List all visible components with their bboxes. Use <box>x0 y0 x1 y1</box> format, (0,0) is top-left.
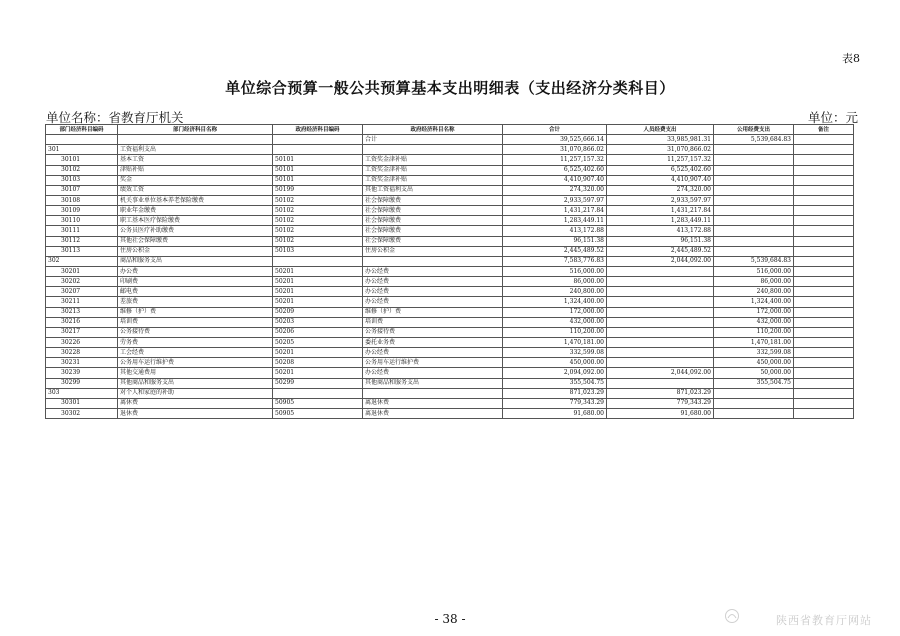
cell-remark <box>794 358 854 368</box>
cell-public: 5,539,684.83 <box>714 256 794 266</box>
cell-remark <box>794 388 854 398</box>
cell-gov-code <box>273 256 363 266</box>
cell-gov-code: 50203 <box>273 317 363 327</box>
cell-gov-name: 办公经费 <box>363 297 503 307</box>
cell-public <box>714 398 794 408</box>
cell-dept-name: 奖金 <box>118 175 273 185</box>
cell-personnel <box>607 297 714 307</box>
cell-total: 39,525,666.14 <box>503 135 607 145</box>
cell-remark <box>794 378 854 388</box>
cell-remark <box>794 175 854 185</box>
cell-dept-name: 职业年金缴费 <box>118 206 273 216</box>
cell-gov-code: 50101 <box>273 175 363 185</box>
table-row <box>46 408 854 418</box>
cell-public: 240,800.00 <box>714 287 794 297</box>
cell-remark <box>794 408 854 418</box>
cell-personnel: 871,023.29 <box>607 388 714 398</box>
cell-dept-name: 邮电费 <box>118 287 273 297</box>
cell-personnel: 31,070,866.02 <box>607 145 714 155</box>
cell-dept-name <box>118 135 273 145</box>
cell-dept-code: 30217 <box>46 327 118 337</box>
cell-gov-name: 办公经费 <box>363 277 503 287</box>
cell-dept-code: 30102 <box>46 165 118 175</box>
cell-public: 432,000.00 <box>714 317 794 327</box>
cell-total: 7,583,776.83 <box>503 256 607 266</box>
cell-gov-name: 维修（护）费 <box>363 307 503 317</box>
cell-total: 6,525,402.60 <box>503 165 607 175</box>
cell-gov-name: 工资奖金津补贴 <box>363 155 503 165</box>
cell-total: 355,504.75 <box>503 378 607 388</box>
table-row <box>46 388 854 398</box>
cell-personnel: 91,680.00 <box>607 408 714 418</box>
cell-total: 450,000.00 <box>503 358 607 368</box>
cell-dept-code: 30211 <box>46 297 118 307</box>
cell-gov-name: 办公经费 <box>363 287 503 297</box>
cell-public: 110,200.00 <box>714 327 794 337</box>
cell-personnel: 779,343.29 <box>607 398 714 408</box>
cell-total: 96,151.38 <box>503 236 607 246</box>
table-row <box>46 317 854 327</box>
cell-gov-code <box>273 145 363 155</box>
table-row <box>46 226 854 236</box>
cell-personnel <box>607 378 714 388</box>
cell-personnel <box>607 327 714 337</box>
cell-gov-name: 社会保障缴费 <box>363 216 503 226</box>
cell-remark <box>794 307 854 317</box>
col-personnel-header: 人员经费支出 <box>607 125 714 135</box>
cell-dept-code: 30110 <box>46 216 118 226</box>
cell-dept-code: 30202 <box>46 277 118 287</box>
cell-dept-code: 30207 <box>46 287 118 297</box>
cell-gov-name: 公务用车运行维护费 <box>363 358 503 368</box>
cell-personnel: 1,283,449.11 <box>607 216 714 226</box>
table-row <box>46 378 854 388</box>
cell-dept-code: 30302 <box>46 408 118 418</box>
cell-gov-name: 其他商品和服务支出 <box>363 378 503 388</box>
cell-total: 31,070,866.02 <box>503 145 607 155</box>
cell-gov-code: 50299 <box>273 378 363 388</box>
cell-public <box>714 155 794 165</box>
cell-public <box>714 165 794 175</box>
cell-total: 2,094,092.00 <box>503 368 607 378</box>
cell-personnel: 96,151.38 <box>607 236 714 246</box>
cell-total: 4,410,907.40 <box>503 175 607 185</box>
col-remark-header: 备注 <box>794 125 854 135</box>
table-row <box>46 165 854 175</box>
expenditure-table <box>45 124 854 419</box>
cell-total: 274,320.00 <box>503 185 607 195</box>
table-header-row <box>46 125 854 135</box>
cell-remark <box>794 277 854 287</box>
table-row <box>46 277 854 287</box>
cell-gov-name: 办公经费 <box>363 368 503 378</box>
unit-name: 单位名称：省教育厅机关 <box>46 110 184 125</box>
cell-gov-name: 委托业务费 <box>363 337 503 347</box>
cell-remark <box>794 135 854 145</box>
cell-dept-name: 其他交通费用 <box>118 368 273 378</box>
cell-remark <box>794 348 854 358</box>
cell-gov-name: 培训费 <box>363 317 503 327</box>
cell-gov-code: 50209 <box>273 307 363 317</box>
watermark: 陕西省教育厅网站 <box>776 614 872 627</box>
cell-public: 516,000.00 <box>714 266 794 276</box>
cell-dept-name: 印刷费 <box>118 277 273 287</box>
cell-gov-name: 合计 <box>363 135 503 145</box>
cell-personnel <box>607 266 714 276</box>
cell-gov-name: 离退休费 <box>363 398 503 408</box>
cell-public <box>714 206 794 216</box>
cell-gov-name: 社会保障缴费 <box>363 226 503 236</box>
cell-public: 86,000.00 <box>714 277 794 287</box>
cell-gov-name: 办公经费 <box>363 266 503 276</box>
cell-dept-code: 30111 <box>46 226 118 236</box>
cell-total: 516,000.00 <box>503 266 607 276</box>
cell-total: 1,283,449.11 <box>503 216 607 226</box>
cell-public <box>714 175 794 185</box>
cell-dept-code: 30216 <box>46 317 118 327</box>
cell-public <box>714 216 794 226</box>
cell-dept-code <box>46 135 118 145</box>
cell-remark <box>794 398 854 408</box>
cell-personnel <box>607 277 714 287</box>
cell-dept-name: 差旅费 <box>118 297 273 307</box>
cell-gov-code: 50102 <box>273 206 363 216</box>
cell-remark <box>794 337 854 347</box>
cell-personnel <box>607 317 714 327</box>
table-row <box>46 145 854 155</box>
cell-remark <box>794 165 854 175</box>
cell-public: 50,000.00 <box>714 368 794 378</box>
cell-dept-code: 30228 <box>46 348 118 358</box>
cell-total: 11,257,157.32 <box>503 155 607 165</box>
cell-personnel: 2,933,597.97 <box>607 195 714 205</box>
cell-personnel: 413,172.88 <box>607 226 714 236</box>
cell-public <box>714 195 794 205</box>
cell-gov-name: 公务接待费 <box>363 327 503 337</box>
cell-personnel: 2,445,489.52 <box>607 246 714 256</box>
cell-remark <box>794 297 854 307</box>
cell-dept-name: 公务用车运行维护费 <box>118 358 273 368</box>
cell-public: 5,539,684.83 <box>714 135 794 145</box>
page-number: - 38 - <box>434 612 466 626</box>
cell-dept-code: 30299 <box>46 378 118 388</box>
cell-remark <box>794 256 854 266</box>
cell-dept-name: 其他商品和服务支出 <box>118 378 273 388</box>
cell-remark <box>794 246 854 256</box>
cell-public: 1,470,181.00 <box>714 337 794 347</box>
cell-total: 432,000.00 <box>503 317 607 327</box>
cell-total: 110,200.00 <box>503 327 607 337</box>
col-gov-code-header: 政府经济科目编码 <box>273 125 363 135</box>
cell-public <box>714 236 794 246</box>
cell-dept-code: 30108 <box>46 195 118 205</box>
cell-gov-code: 50102 <box>273 216 363 226</box>
table-row <box>46 236 854 246</box>
cell-personnel: 6,525,402.60 <box>607 165 714 175</box>
cell-personnel <box>607 307 714 317</box>
cell-gov-name: 其他工资福利支出 <box>363 185 503 195</box>
cell-public: 355,504.75 <box>714 378 794 388</box>
cell-dept-code: 30231 <box>46 358 118 368</box>
cell-dept-name: 劳务费 <box>118 337 273 347</box>
cell-personnel: 1,431,217.84 <box>607 206 714 216</box>
cell-gov-code: 50201 <box>273 277 363 287</box>
table-row <box>46 337 854 347</box>
cell-gov-name <box>363 256 503 266</box>
cell-dept-name: 离休费 <box>118 398 273 408</box>
cell-dept-code: 30213 <box>46 307 118 317</box>
cell-public <box>714 145 794 155</box>
cell-dept-name: 办公费 <box>118 266 273 276</box>
cell-gov-name: 住房公积金 <box>363 246 503 256</box>
cell-gov-name <box>363 388 503 398</box>
page-title: 单位综合预算一般公共预算基本支出明细表（支出经济分类科目） <box>225 79 675 97</box>
cell-public: 172,000.00 <box>714 307 794 317</box>
table-row <box>46 327 854 337</box>
cell-personnel <box>607 348 714 358</box>
cell-gov-code: 50201 <box>273 287 363 297</box>
cell-dept-code: 30103 <box>46 175 118 185</box>
col-public-header: 公用经费支出 <box>714 125 794 135</box>
table-row <box>46 185 854 195</box>
cell-total: 2,933,597.97 <box>503 195 607 205</box>
table-row <box>46 206 854 216</box>
cell-gov-name: 工资奖金津补贴 <box>363 165 503 175</box>
table-row <box>46 287 854 297</box>
cell-remark <box>794 206 854 216</box>
col-gov-name-header: 政府经济科目名称 <box>363 125 503 135</box>
table-row <box>46 135 854 145</box>
cell-gov-code: 50199 <box>273 185 363 195</box>
cell-total: 2,445,489.52 <box>503 246 607 256</box>
col-total-header: 合计 <box>503 125 607 135</box>
cell-dept-name: 工会经费 <box>118 348 273 358</box>
cell-public <box>714 246 794 256</box>
cell-dept-name: 工资福利支出 <box>118 145 273 155</box>
table-row <box>46 358 854 368</box>
cell-public <box>714 388 794 398</box>
table-number: 表8 <box>842 52 860 65</box>
cell-dept-name: 津贴补贴 <box>118 165 273 175</box>
cell-gov-code: 50905 <box>273 398 363 408</box>
table-row <box>46 175 854 185</box>
cell-dept-code: 30301 <box>46 398 118 408</box>
cell-total: 779,343.29 <box>503 398 607 408</box>
cell-personnel: 274,320.00 <box>607 185 714 195</box>
cell-dept-code: 30109 <box>46 206 118 216</box>
cell-total: 1,431,217.84 <box>503 206 607 216</box>
cell-remark <box>794 145 854 155</box>
cell-gov-code: 50905 <box>273 408 363 418</box>
cell-remark <box>794 287 854 297</box>
table-row <box>46 256 854 266</box>
cell-dept-code: 301 <box>46 145 118 155</box>
cell-dept-name: 公务接待费 <box>118 327 273 337</box>
cell-dept-code: 302 <box>46 256 118 266</box>
table-row <box>46 266 854 276</box>
cell-dept-code: 30239 <box>46 368 118 378</box>
cell-dept-name: 基本工资 <box>118 155 273 165</box>
cell-personnel: 33,985,981.31 <box>607 135 714 145</box>
table-row <box>46 216 854 226</box>
cell-dept-name: 退休费 <box>118 408 273 418</box>
cell-dept-code: 30113 <box>46 246 118 256</box>
cell-dept-name: 职工基本医疗保险缴费 <box>118 216 273 226</box>
cell-gov-code: 50101 <box>273 155 363 165</box>
cell-remark <box>794 327 854 337</box>
cell-remark <box>794 185 854 195</box>
cell-total: 871,023.29 <box>503 388 607 398</box>
cell-public: 332,599.08 <box>714 348 794 358</box>
cell-dept-code: 303 <box>46 388 118 398</box>
cell-total: 91,680.00 <box>503 408 607 418</box>
cell-dept-name: 其他社会保障缴费 <box>118 236 273 246</box>
cell-total: 413,172.88 <box>503 226 607 236</box>
cell-gov-code: 50102 <box>273 195 363 205</box>
cell-personnel: 11,257,157.32 <box>607 155 714 165</box>
table-row <box>46 348 854 358</box>
cell-dept-name: 住房公积金 <box>118 246 273 256</box>
cell-gov-code: 50205 <box>273 337 363 347</box>
cell-personnel <box>607 337 714 347</box>
cell-dept-code: 30107 <box>46 185 118 195</box>
cell-dept-name: 培训费 <box>118 317 273 327</box>
cell-public <box>714 185 794 195</box>
cell-remark <box>794 155 854 165</box>
cell-total: 1,324,400.00 <box>503 297 607 307</box>
cell-personnel: 2,044,092.00 <box>607 256 714 266</box>
table-row <box>46 307 854 317</box>
cell-dept-name: 商品和服务支出 <box>118 256 273 266</box>
cell-total: 1,470,181.00 <box>503 337 607 347</box>
cell-personnel <box>607 358 714 368</box>
cell-gov-name: 工资奖金津补贴 <box>363 175 503 185</box>
cell-dept-code: 30112 <box>46 236 118 246</box>
cell-gov-code: 50101 <box>273 165 363 175</box>
table-row <box>46 155 854 165</box>
cell-gov-code: 50208 <box>273 358 363 368</box>
cell-gov-name: 办公经费 <box>363 348 503 358</box>
cell-dept-name: 绩效工资 <box>118 185 273 195</box>
cell-public <box>714 226 794 236</box>
cell-dept-code: 30201 <box>46 266 118 276</box>
cell-gov-code: 50206 <box>273 327 363 337</box>
cell-gov-code: 50201 <box>273 266 363 276</box>
cell-remark <box>794 236 854 246</box>
cell-remark <box>794 226 854 236</box>
cell-remark <box>794 266 854 276</box>
cell-gov-code: 50201 <box>273 348 363 358</box>
cell-remark <box>794 317 854 327</box>
cell-personnel: 4,410,907.40 <box>607 175 714 185</box>
cell-dept-name: 公务员医疗补助缴费 <box>118 226 273 236</box>
cell-personnel <box>607 287 714 297</box>
cell-public <box>714 408 794 418</box>
watermark-logo-icon <box>724 608 740 624</box>
cell-total: 240,800.00 <box>503 287 607 297</box>
table-row <box>46 398 854 408</box>
cell-gov-code: 50103 <box>273 246 363 256</box>
cell-gov-code: 50201 <box>273 297 363 307</box>
cell-dept-name: 机关事业单位基本养老保险缴费 <box>118 195 273 205</box>
cell-total: 172,000.00 <box>503 307 607 317</box>
table-row <box>46 368 854 378</box>
cell-gov-name: 社会保障缴费 <box>363 206 503 216</box>
cell-remark <box>794 368 854 378</box>
col-dept-name-header: 部门经济科目名称 <box>118 125 273 135</box>
cell-dept-name: 对个人和家庭的补助 <box>118 388 273 398</box>
cell-gov-name <box>363 145 503 155</box>
col-dept-code-header: 部门经济科目编码 <box>46 125 118 135</box>
cell-gov-code: 50102 <box>273 236 363 246</box>
cell-total: 332,599.08 <box>503 348 607 358</box>
cell-remark <box>794 216 854 226</box>
cell-public: 1,324,400.00 <box>714 297 794 307</box>
table-row <box>46 246 854 256</box>
cell-dept-code: 30226 <box>46 337 118 347</box>
currency-unit: 单位：元 <box>807 110 858 125</box>
cell-gov-code <box>273 388 363 398</box>
table-row <box>46 297 854 307</box>
cell-gov-name: 离退休费 <box>363 408 503 418</box>
cell-total: 86,000.00 <box>503 277 607 287</box>
cell-gov-name: 社会保障缴费 <box>363 195 503 205</box>
cell-public: 450,000.00 <box>714 358 794 368</box>
cell-dept-code: 30101 <box>46 155 118 165</box>
cell-gov-code: 50102 <box>273 226 363 236</box>
table-row <box>46 195 854 205</box>
cell-dept-name: 维修（护）费 <box>118 307 273 317</box>
cell-gov-code: 50201 <box>273 368 363 378</box>
cell-gov-name: 社会保障缴费 <box>363 236 503 246</box>
cell-remark <box>794 195 854 205</box>
cell-personnel: 2,044,092.00 <box>607 368 714 378</box>
cell-gov-code <box>273 135 363 145</box>
